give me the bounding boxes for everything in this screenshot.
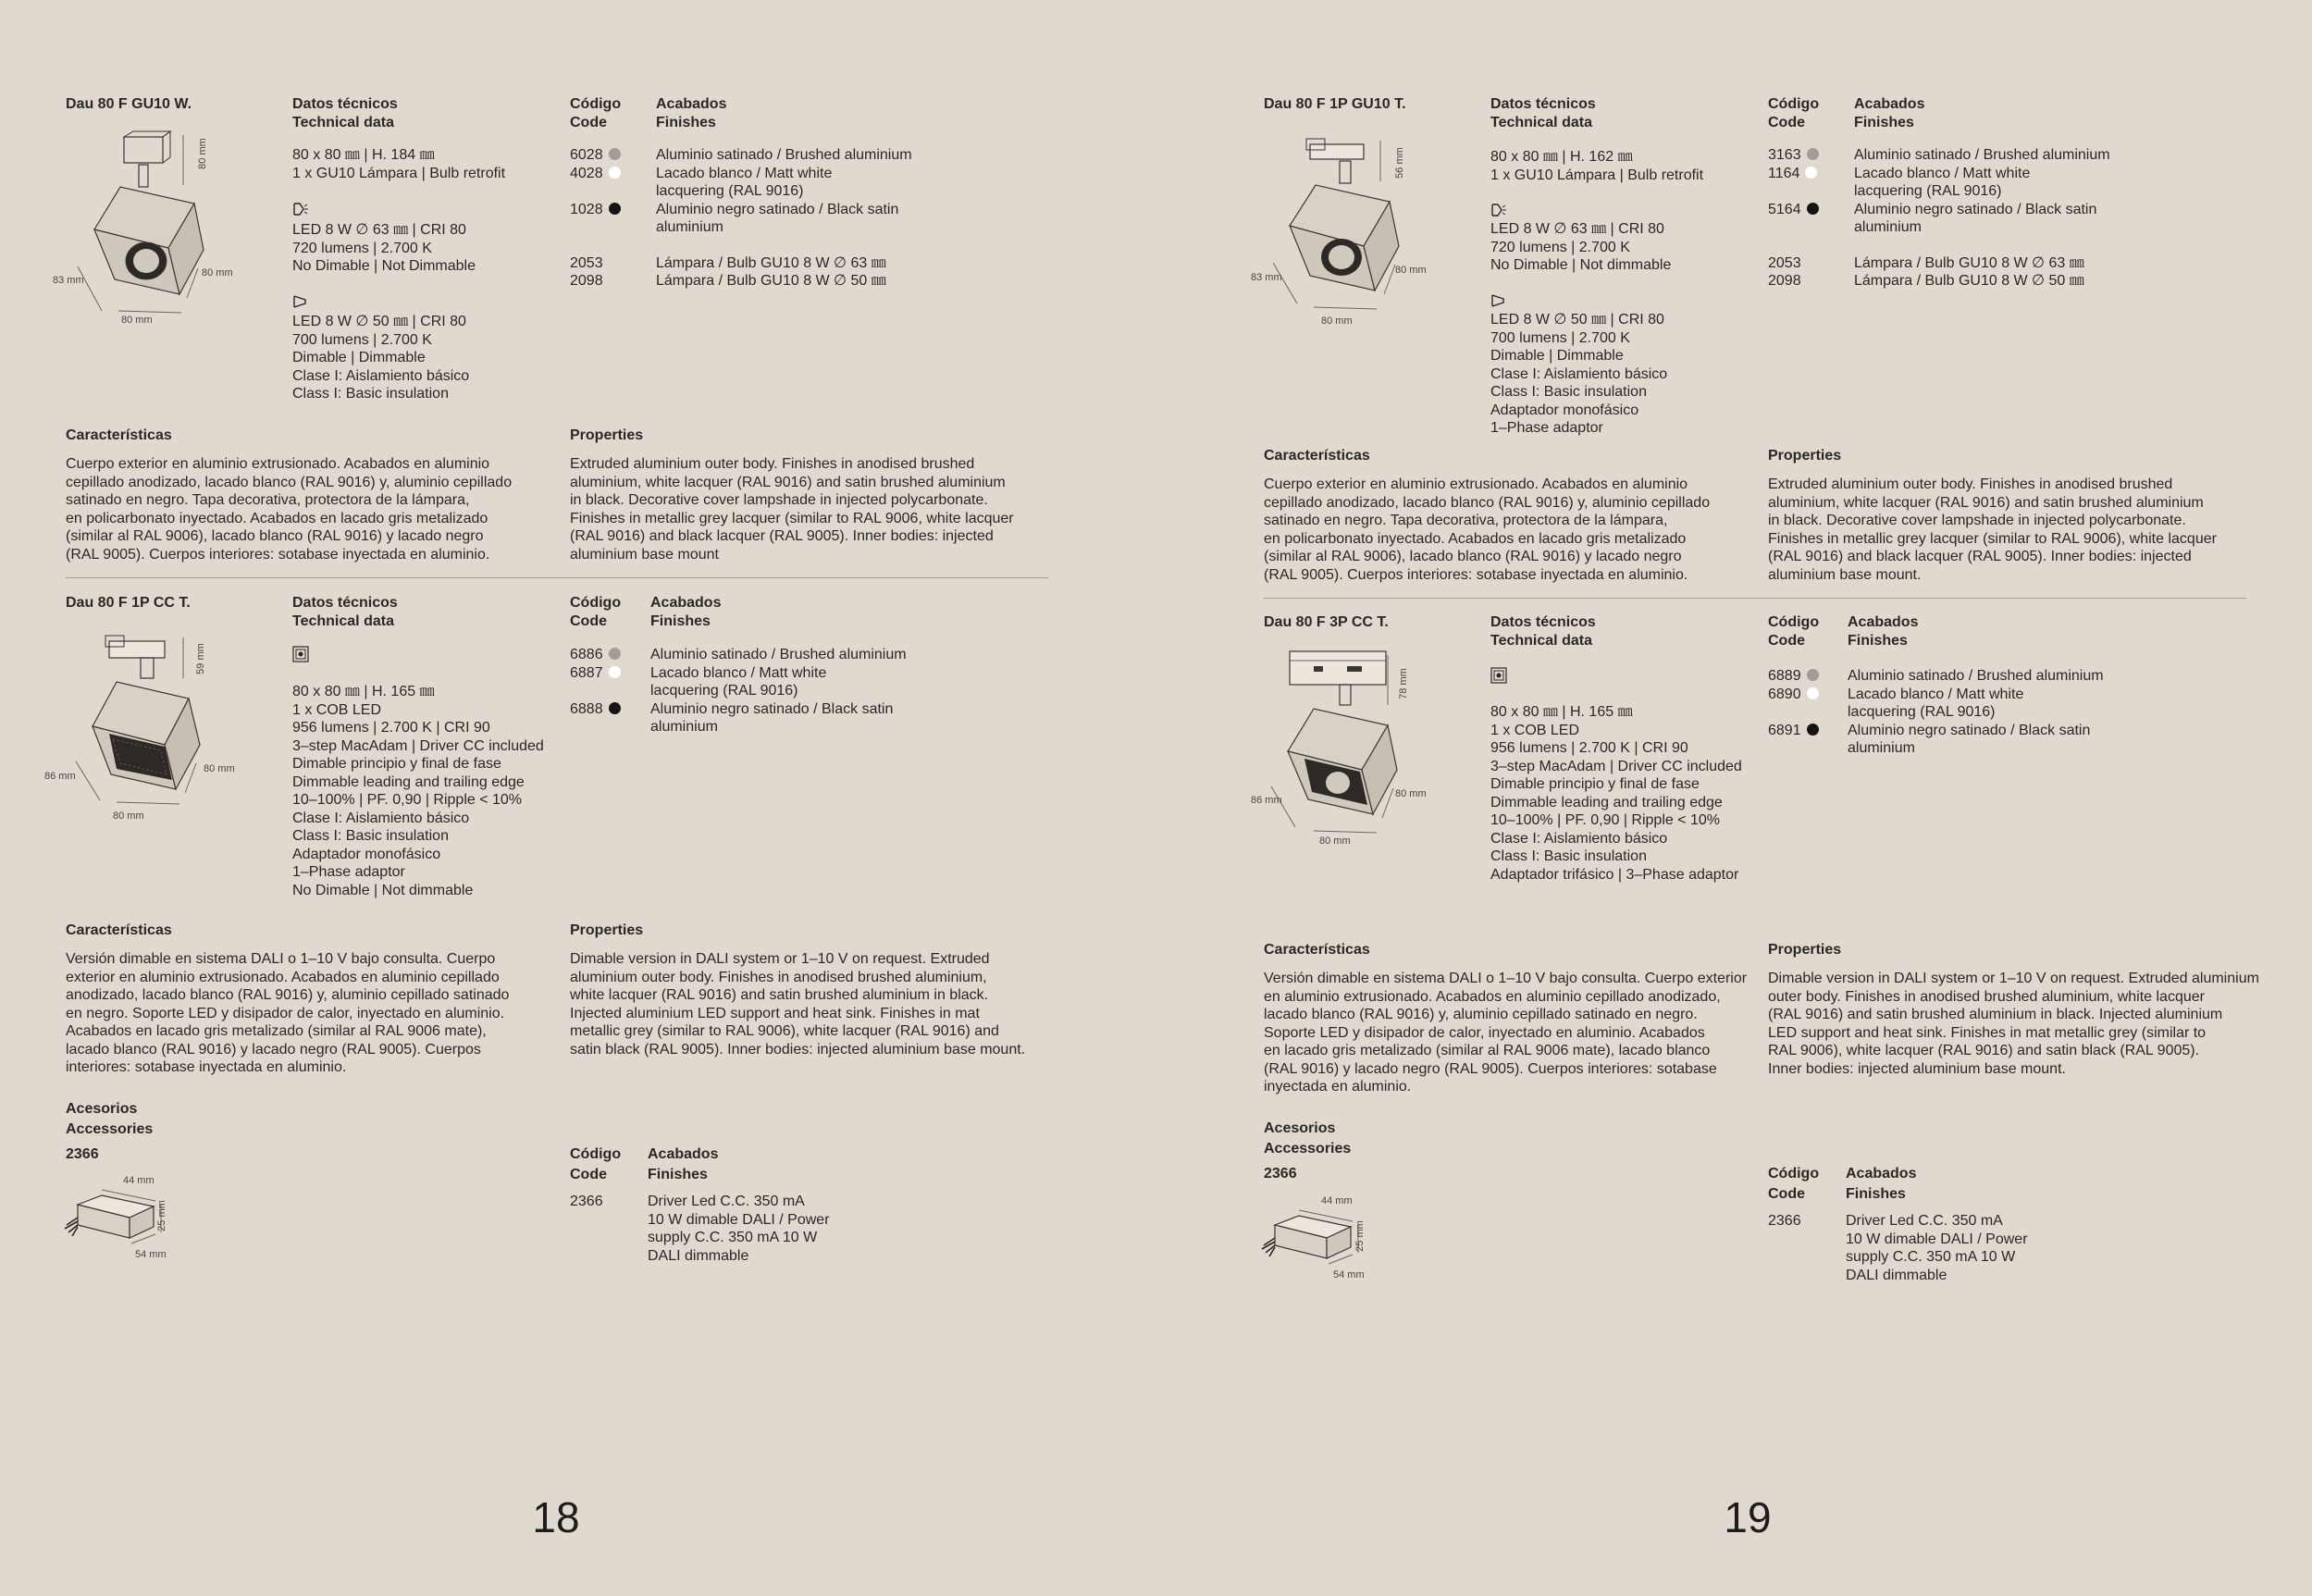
prop-text: Extruded aluminium outer body. Finishes in anodised brushed aluminium, white lacquer (RAL 9016) and satin brushed aluminium in black. Decorative cover lampshade in injected polycarbonate. Finishes in metallic grey lacquer (similar to RAL 9006, white lacquer (RAL 9016) and black lacquer (RAL 9005). Inner bodies: injected aluminium base mount [570, 456, 1014, 563]
product-name: Dau 80 F 1P CC T. [66, 595, 191, 611]
bulb-row: 2098 Lámpara / Bulb GU10 8 W ∅ 50 ㎜ [570, 273, 886, 289]
dim-bottom: 80 mm [113, 810, 144, 822]
finish-heading: Acabados Finishes [1846, 1166, 1917, 1202]
product-drawing [1262, 137, 1401, 331]
spot-beam-icon [292, 294, 309, 309]
finish-row: 3163 Aluminio satinado / Brushed aluminium [1768, 147, 2110, 163]
dim-left: 83 mm [53, 275, 84, 286]
tech-lines: 80 x 80 ㎜ | H. 184 ㎜ 1 x GU10 Lámpara | Bulb retrofit [292, 147, 506, 181]
dim-height: 56 mm [1393, 147, 1405, 179]
divider [66, 577, 1048, 578]
code-heading: Código Code [570, 1146, 622, 1182]
black-swatch [609, 702, 621, 714]
finish-table [570, 146, 912, 291]
product-name: Dau 80 F GU10 W. [66, 96, 192, 112]
white-swatch [1807, 687, 1819, 699]
accessory-row-code: 2366 [1768, 1213, 1801, 1229]
grey-swatch [1807, 669, 1819, 681]
grey-swatch [609, 648, 621, 660]
finish-heading: Acabados Finishes [650, 595, 722, 629]
dim-side: 25 mm [1354, 1220, 1366, 1252]
prop-text: Dimable version in DALI system or 1–10 V on request. Extruded aluminium outer body. Finishes in anodised brushed aluminium, white lacquer (RAL 9016) and satin brushed aluminium in black. Injected aluminium LED support and heat sink. Finishes in mat metallic grey (similar to RAL 9006), white lacquer (RAL 9016) and satin black (RAL 9005). Inner bodies: injected aluminium base mount. [1768, 971, 2259, 1077]
code-heading: Código Code [1768, 614, 1820, 649]
bulb-row: 2053 Lámpara / Bulb GU10 8 W ∅ 63 ㎜ [570, 254, 886, 271]
tech-heading: Datos técnicos Technical data [292, 595, 398, 629]
dim-right: 80 mm [202, 267, 233, 278]
tech-lines-50: LED 8 W ∅ 50 ㎜ | CRI 80 700 lumens | 2.700 K Dimable | Dimmable Clase I: Aislamiento básico Class I: Basic insulation Adaptador monofásico 1–Phase adaptor [1490, 312, 1668, 436]
prop-text: Extruded aluminium outer body. Finishes in anodised brushed aluminium, white lacquer (RAL 9016) and satin brushed aluminium in black. Decorative cover lampshade in injected polycarbonate. Finishes in metallic grey lacquer (similar to RAL 9006), white lacquer (RAL 9016) and black lacquer (RAL 9005). Inner bodies: injected aluminium base mount. [1768, 476, 2217, 583]
tech-heading: Datos técnicos Technical data [1490, 614, 1596, 649]
cob-led-icon [292, 646, 309, 662]
accessories-heading: Acesorios Accessories [66, 1101, 154, 1137]
grey-swatch [1807, 148, 1819, 160]
tech-lines: 80 x 80 ㎜ | H. 165 ㎜ 1 x COB LED 956 lumens | 2.700 K | CRI 90 3–step MacAdam | Driver CC included Dimable principio y final de fase Dimmable leading and trailing edge 10–100% | PF. 0,90 | Ripple < 10% Clase I: Aislamiento básico Class I: Basic insulation Adaptador trifásico | 3–Phase adaptor [1490, 704, 1742, 883]
dim-top: 44 mm [1321, 1195, 1353, 1206]
dim-bottom: 80 mm [1321, 315, 1353, 327]
dim-side: 25 mm [155, 1200, 167, 1231]
finish-heading: Acabados Finishes [648, 1146, 719, 1182]
char-text: Cuerpo exterior en aluminio extrusionado. Acabados en aluminio cepillado anodizado, lacado blanco (RAL 9016) y, aluminio cepillado satinado en negro. Tapa decorativa, protectora de la lámpara, en policarbonato inyectado. Acabados en lacado gris metalizado (similar al RAL 9006), lacado blanco (RAL 9016) y lacado negro (RAL 9005). Cuerpos interiores: sotabase inyectada en aluminio. [1264, 476, 1711, 583]
page-number: 18 [532, 1493, 580, 1541]
finish-row: 6888 Aluminio negro satinado / Black satin aluminium [570, 700, 894, 735]
bulb-row: 2053 Lámpara / Bulb GU10 8 W ∅ 63 ㎜ [1768, 254, 2084, 271]
accessory-row-code: 2366 [570, 1194, 603, 1209]
page-number: 19 [1724, 1493, 1772, 1541]
dim-height: 80 mm [196, 138, 208, 169]
grey-swatch [609, 148, 621, 160]
prop-heading: Properties [1768, 942, 1842, 958]
dim-left: 83 mm [1251, 272, 1282, 283]
char-text: Cuerpo exterior en aluminio extrusionado. Acabados en aluminio cepillado anodizado, lacado blanco (RAL 9016) y, aluminio cepillado satinado en negro. Tapa decorativa, protectora de la lámpara, en policarbonato inyectado. Acabados en lacado gris metalizado (similar al RAL 9006), lacado blanco (RAL 9016) y lacado negro (RAL 9005). Cuerpos interiores: sotabase inyectada en aluminio. [66, 456, 513, 563]
product-drawing [1262, 648, 1401, 842]
dim-bottom: 54 mm [135, 1249, 167, 1260]
dim-height: 59 mm [194, 643, 206, 674]
finish-row: 6886 Aluminio satinado / Brushed aluminium [570, 647, 907, 662]
finish-row: 6891 Aluminio negro satinado / Black satin aluminium [1768, 722, 2091, 756]
black-swatch [1807, 203, 1819, 215]
finish-row: 6028 Aluminio satinado / Brushed aluminium [570, 147, 912, 163]
finish-row: 4028 Lacado blanco / Matt white lacquering (RAL 9016) [570, 165, 833, 199]
spot-beam-icon [1490, 293, 1507, 308]
accessory-code: 2366 [66, 1146, 99, 1162]
dim-left: 86 mm [44, 771, 76, 782]
char-heading: Características [66, 427, 172, 443]
prop-heading: Properties [1768, 448, 1842, 464]
prop-text: Dimable version in DALI system or 1–10 V on request. Extruded aluminium outer body. Finishes in anodised brushed aluminium, white lacquer (RAL 9016) and satin brushed aluminium in black. Injected aluminium LED support and heat sink. Finishes in mat metallic grey (similar to RAL 9006), white lacquer (RAL 9016) and satin black (RAL 9005). Inner bodies: injected aluminium base mount. [570, 951, 1026, 1058]
code-heading: Código Code [570, 595, 622, 629]
finish-heading: Acabados Finishes [1848, 614, 1919, 649]
white-swatch [1805, 167, 1817, 179]
white-swatch [609, 167, 621, 179]
finish-row: 6889 Aluminio satinado / Brushed aluminium [1768, 668, 2104, 684]
tech-heading: Datos técnicos Technical data [1490, 96, 1596, 130]
lamp-dimmable-icon [1490, 203, 1507, 217]
finish-row: 1028 Aluminio negro satinado / Black satin aluminium [570, 201, 899, 235]
finish-table [570, 646, 907, 736]
char-heading: Características [1264, 942, 1370, 958]
dim-right: 80 mm [1395, 788, 1427, 799]
product-drawing [65, 130, 204, 333]
cob-led-icon [1490, 667, 1507, 684]
tech-lines: 80 x 80 ㎜ | H. 162 ㎜ 1 x GU10 Lámpara | Bulb retrofit [1490, 149, 1704, 183]
lamp-dimmable-icon [292, 202, 309, 217]
code-heading: Código Code [1768, 96, 1820, 130]
dim-bottom: 80 mm [121, 315, 153, 326]
black-swatch [1807, 724, 1819, 736]
finish-table [1768, 146, 2110, 291]
dim-bottom: 80 mm [1319, 835, 1351, 847]
product-name: Dau 80 F 1P GU10 T. [1264, 96, 1406, 112]
tech-lines-50: LED 8 W ∅ 50 ㎜ | CRI 80 700 lumens | 2.700 K Dimable | Dimmable Clase I: Aislamiento básico Class I: Basic insulation [292, 314, 470, 402]
product-drawing [65, 634, 204, 819]
divider [1264, 598, 2246, 599]
finish-heading: Acabados Finishes [656, 96, 727, 130]
accessories-heading: Acesorios Accessories [1264, 1120, 1352, 1157]
finish-row: 5164 Aluminio negro satinado / Black satin aluminium [1768, 201, 2097, 235]
finish-row: 6887 Lacado blanco / Matt white lacquering (RAL 9016) [570, 664, 827, 699]
prop-heading: Properties [570, 427, 644, 443]
dim-bottom: 54 mm [1333, 1269, 1365, 1281]
dim-left: 86 mm [1251, 795, 1282, 806]
bulb-row: 2098 Lámpara / Bulb GU10 8 W ∅ 50 ㎜ [1768, 273, 2084, 289]
accessory-code: 2366 [1264, 1166, 1297, 1182]
tech-heading: Datos técnicos Technical data [292, 96, 398, 130]
finish-row: 1164 Lacado blanco / Matt white lacquering (RAL 9016) [1768, 165, 2031, 199]
finish-heading: Acabados Finishes [1854, 96, 1925, 130]
char-heading: Características [1264, 448, 1370, 464]
char-text: Versión dimable en sistema DALI o 1–10 V bajo consulta. Cuerpo exterior en aluminio extrusionado. Acabados en aluminio cepillado anodizado, lacado blanco (RAL 9016) y, aluminio cepillado satinado en negro. Soporte LED y disipador de calor, inyectado en aluminio. Acabados en lacado gris metalizado (similar al RAL 9006 mate), lacado blanco (RAL 9016) y lacado negro (RAL 9005). Cuerpos interiores: sotabase inyectada en aluminio. [66, 951, 510, 1075]
product-name: Dau 80 F 3P CC T. [1264, 614, 1389, 630]
tech-lines-63: LED 8 W ∅ 63 ㎜ | CRI 80 720 lumens | 2.700 K No Dimable | Not Dimmable [292, 222, 476, 274]
code-heading: Código Code [1768, 1166, 1820, 1202]
white-swatch [609, 666, 621, 678]
tech-lines: 80 x 80 ㎜ | H. 165 ㎜ 1 x COB LED 956 lumens | 2.700 K | CRI 90 3–step MacAdam | Driver CC included Dimable principio y final de fase Dimmable leading and trailing edge 10–100% | PF. 0,90 | Ripple < 10% Clase I: Aislamiento básico Class I: Basic insulation Adaptador monofásico 1–Phase adaptor No Dimable | Not dimmable [292, 684, 544, 898]
accessory-row-text: Driver Led C.C. 350 mA 10 W dimable DALI / Power supply C.C. 350 mA 10 W DALI dimmable [648, 1194, 830, 1264]
accessory-row-text: Driver Led C.C. 350 mA 10 W dimable DALI / Power supply C.C. 350 mA 10 W DALI dimmable [1846, 1213, 2028, 1283]
finish-row: 6890 Lacado blanco / Matt white lacquering (RAL 9016) [1768, 686, 2024, 720]
dim-height: 78 mm [1397, 668, 1409, 699]
finish-table [1768, 667, 2104, 758]
dim-right: 80 mm [1395, 265, 1427, 276]
tech-lines-63: LED 8 W ∅ 63 ㎜ | CRI 80 720 lumens | 2.700 K No Dimable | Not dimmable [1490, 221, 1672, 273]
dim-top: 44 mm [123, 1175, 155, 1186]
black-swatch [609, 203, 621, 215]
char-heading: Características [66, 922, 172, 938]
dim-right: 80 mm [204, 763, 235, 774]
code-heading: Código Code [570, 96, 622, 130]
prop-heading: Properties [570, 922, 644, 938]
right-page [1156, 0, 2312, 1596]
char-text: Versión dimable en sistema DALI o 1–10 V bajo consulta. Cuerpo exterior en aluminio extrusionado. Acabados en aluminio cepillado anodizado, lacado blanco (RAL 9016) y, aluminio cepillado satinado en negro. Soporte LED y disipador de calor, inyectado en aluminio. Acabados en lacado gris metalizado (similar al RAL 9006 mate), lacado blanco (RAL 9016) y lacado negro (RAL 9005). Cuerpos interiores: sotabase inyectada en aluminio. [1264, 971, 1748, 1095]
